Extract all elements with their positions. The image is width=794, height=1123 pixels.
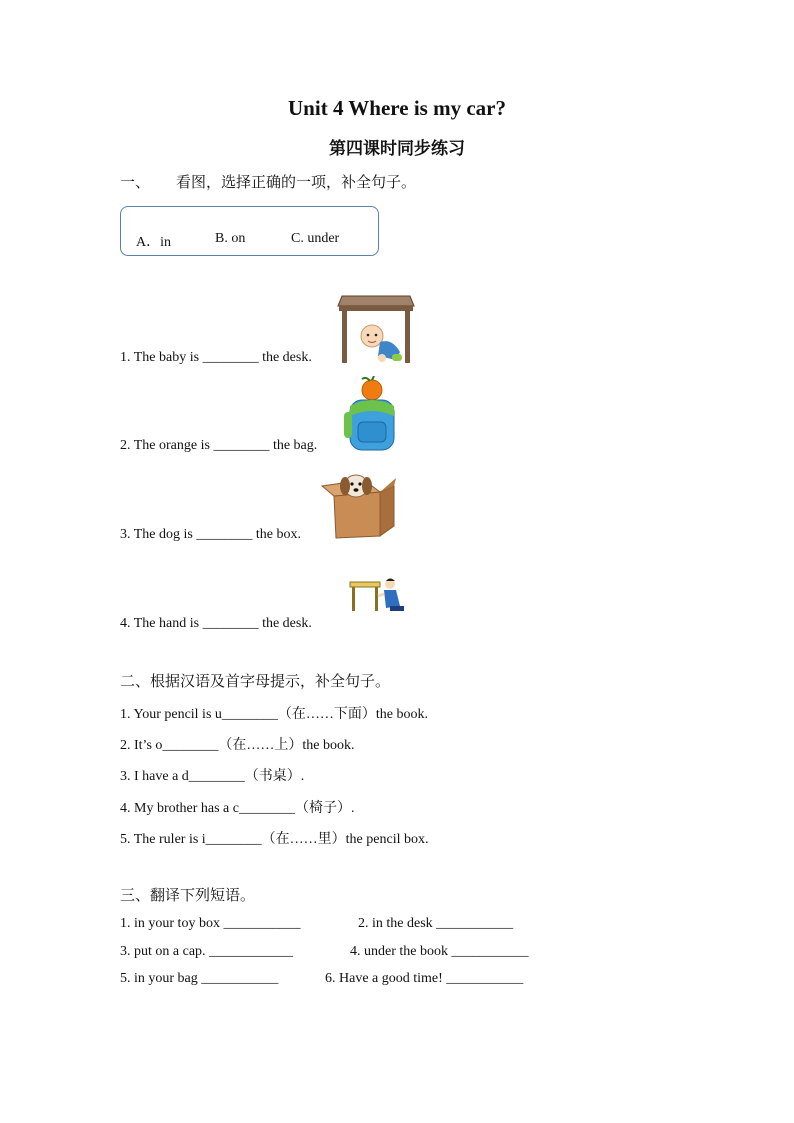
option-c: C. under xyxy=(291,231,340,246)
part2-question-4: 4. My brother has a c________（椅子）. xyxy=(120,801,355,816)
part3-item-1: 1. in your toy box ___________ xyxy=(120,916,301,931)
dog-in-box-image xyxy=(320,466,400,540)
part3-item-3: 3. put on a cap. ____________ xyxy=(120,944,294,959)
hand-under-desk-image xyxy=(348,576,408,614)
baby-under-desk-image xyxy=(336,286,416,366)
part1-question-1: 1. The baby is ________ the desk. xyxy=(120,350,312,365)
orange-on-bag-image xyxy=(340,376,400,452)
part2-question-3: 3. I have a d________（书桌）. xyxy=(120,769,305,784)
part3-item-2: 2. in the desk ___________ xyxy=(358,916,514,931)
part2-heading: 二、根据汉语及首字母提示，补全句子。 xyxy=(120,672,391,690)
part2-question-1: 1. Your pencil is u________（在……下面）the book. xyxy=(120,707,428,722)
part3-item-5: 5. in your bag ___________ xyxy=(120,971,279,986)
option-a: A．in xyxy=(136,235,171,250)
page-subtitle: 第四课时同步练习 xyxy=(329,139,465,159)
part1-question-2: 2. The orange is ________ the bag. xyxy=(120,438,318,453)
part2-question-5: 5. The ruler is i________（在……里）the pencil box. xyxy=(120,832,429,847)
part1-heading: 看图，选择正确的一项，补全句子。 xyxy=(176,173,417,191)
part2-question-2: 2. It’s o________（在……上）the book. xyxy=(120,738,355,753)
part3-heading: 三、翻译下列短语。 xyxy=(120,886,256,904)
part3-item-6: 6. Have a good time! ___________ xyxy=(325,971,524,986)
part3-item-4: 4. under the book ___________ xyxy=(350,944,529,959)
page-title: Unit 4 Where is my car? xyxy=(288,96,506,120)
part1-question-3: 3. The dog is ________ the box. xyxy=(120,527,301,542)
part1-heading-number: 一、 xyxy=(120,173,151,191)
part1-question-4: 4. The hand is ________ the desk. xyxy=(120,616,312,631)
option-b: B. on xyxy=(215,231,246,246)
